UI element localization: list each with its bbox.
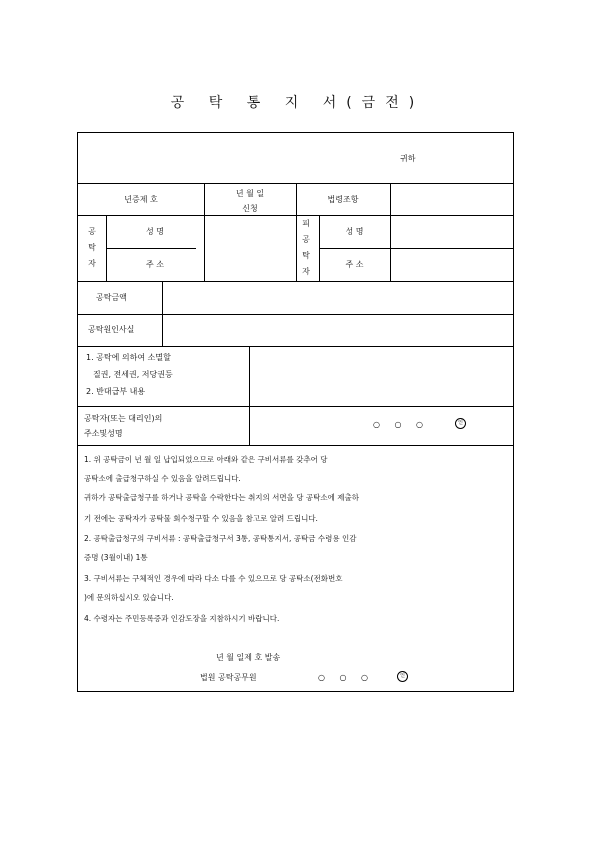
notice-line: 증명 (3월이내) 1통 (84, 553, 148, 562)
deposit-notice-form (77, 132, 514, 692)
col-divider (106, 215, 107, 281)
official-name: ○ ○ ○ (318, 673, 375, 682)
addressee-label: 귀하 (400, 154, 416, 163)
row-divider (78, 281, 513, 282)
deposit-number-label: 년증제 호 (124, 195, 158, 204)
col-divider (162, 281, 163, 346)
counter-performance-label: 2. 반대급부 내용 (86, 387, 146, 396)
deposit-cause-label: 공탁원인사실 (88, 325, 135, 334)
document-title: 공 탁 통 지 서(금전) (170, 95, 425, 111)
notice-line: 1. 위 공탁금이 년 월 일 납입되었으므로 아래와 같은 구비서류를 갖추어 당 (84, 455, 328, 464)
notice-line: 기 전에는 공탁자가 공탁물 회수청구할 수 있음을 참고로 알려 드립니다. (84, 514, 318, 523)
official-seal (397, 671, 408, 682)
official-label: 법원 공탁공무원 (200, 673, 257, 682)
row-divider (106, 248, 196, 249)
notice-line: 공탁소에 출급청구하실 수 있음을 알려드립니다. (84, 474, 241, 483)
col-divider (319, 215, 320, 281)
col-divider (390, 183, 391, 281)
notice-line: 4. 수령자는 주민등록증과 인감도장을 지참하시기 바랍니다. (84, 614, 280, 623)
application-label: 신청 (242, 204, 258, 213)
extinguished-rights-line1: 1. 공탁에 의하여 소멸할 (86, 353, 171, 362)
date-line-label: 년 월 일 (235, 189, 265, 198)
extinguished-rights-line2: 질권, 전세권, 저당권등 (93, 370, 173, 379)
notice-line: 귀하가 공탁출급청구를 하거나 공탁을 수락한다는 취지의 서면을 당 공탁소에 제출하 (84, 493, 360, 502)
row-divider (78, 314, 513, 315)
seal-icon: 인 (455, 418, 466, 429)
seal-icon: 인 (397, 671, 408, 682)
deposit-amount-label: 공탁금액 (96, 293, 127, 302)
depositee-side-label: 피 공 탁 자 (302, 219, 310, 276)
row-divider (319, 248, 513, 249)
depositor-address-label: 주 소 (146, 260, 164, 269)
depositee-address-label: 주 소 (345, 260, 364, 269)
depositor-side-label: 공 탁 자 (88, 227, 96, 268)
depositee-name-label: 성 명 (345, 227, 364, 236)
issue-date-line: 년 월 일제 호 발송 (216, 653, 281, 662)
row-divider (78, 445, 513, 446)
notice-line: 2. 공탁출급청구의 구비서류 : 공탁출급청구서 3통, 공탁통지서, 공탁금 수령용 인감 (84, 534, 357, 543)
notice-line: )에 문의하십시오 있습니다. (84, 593, 174, 602)
depositor-name-label: 성 명 (146, 227, 164, 236)
signer-label-line1: 공탁자(또는 대리인)의 (84, 414, 163, 423)
row-divider (78, 346, 513, 347)
signer-label-line2: 주소및성명 (84, 429, 123, 438)
signer-name: ○ ○ ○ (373, 420, 430, 429)
col-divider (249, 346, 250, 445)
law-article-label: 법령조항 (327, 195, 359, 204)
row-divider (78, 406, 513, 407)
signer-seal (455, 418, 466, 429)
notice-line: 3. 구비서류는 구체적인 경우에 따라 다소 다를 수 있으므로 당 공탁소(전화번호 (84, 574, 343, 583)
